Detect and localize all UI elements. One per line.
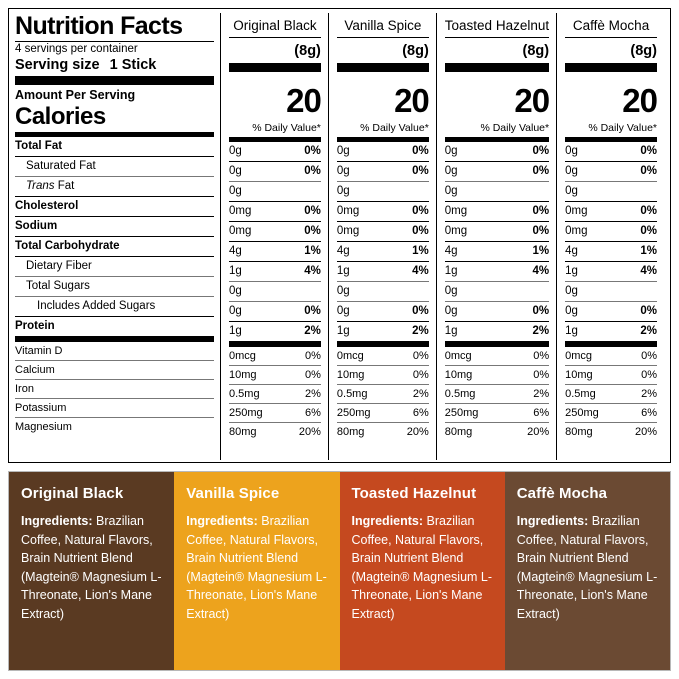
value-total-fat: 0g 0%: [445, 142, 549, 162]
value-trans-fat: 0g: [565, 182, 657, 202]
row-label-cholesterol: Cholesterol: [15, 200, 79, 212]
value-magnesium: 80mg 20%: [336, 426, 429, 438]
ingredients-label: Ingredients:: [516, 514, 589, 528]
value-total-fat: 0g 0%: [337, 142, 429, 162]
row-label-calcium: Calcium: [15, 364, 55, 376]
column-daily-value-header: % Daily Value*: [480, 122, 550, 134]
value-total-fat: 0g 0%: [229, 142, 321, 162]
nutrition-column-original-black: [220, 13, 328, 460]
row-label-total-sugars: Total Sugars: [26, 280, 90, 292]
nutrition-column-caffe-mocha: [556, 13, 664, 460]
value-total-carbohydrate: 4g 1%: [229, 242, 321, 262]
value-potassium: 250mg 6%: [229, 404, 321, 423]
value-total-carbohydrate: 4g 1%: [565, 242, 657, 262]
row-label-saturated-fat: Saturated Fat: [26, 160, 96, 172]
ingredients-card-original-black: [9, 472, 174, 670]
row-saturated-fat: [15, 157, 214, 177]
value-calcium: 10mg 0%: [445, 366, 549, 385]
value-total-sugars: 0g: [445, 282, 549, 302]
column-calories-value: 20: [286, 82, 321, 119]
row-vitamin-d: [15, 342, 214, 361]
row-trans-fat: [15, 177, 214, 197]
value-potassium: 250mg 6%: [337, 404, 429, 423]
row-label-trans-fat-suffix: Fat: [54, 180, 75, 192]
ingredients-card-title: Toasted Hazelnut: [351, 485, 477, 502]
value-trans-fat: 0g: [445, 182, 549, 202]
row-added-sugars: [15, 297, 214, 317]
row-label-protein: Protein: [15, 320, 55, 332]
row-label-total-fat: Total Fat: [15, 140, 63, 152]
ingredients-card-body: [21, 512, 162, 623]
column-daily-value-header: % Daily Value*: [252, 122, 321, 134]
ingredients-card-title: Original Black: [21, 485, 124, 502]
value-dietary-fiber: 1g 4%: [337, 262, 429, 282]
value-added-sugars: 0g 0%: [565, 302, 657, 322]
row-potassium: [15, 399, 214, 418]
ingredients-card-body: [352, 512, 493, 623]
column-net-weight: (8g): [630, 43, 657, 59]
nutrition-column-vanilla-spice: [328, 13, 436, 460]
column-header-flavor: Toasted Hazelnut: [445, 13, 549, 38]
column-calories-value: 20: [514, 82, 550, 119]
value-magnesium: 80mg 20%: [229, 426, 321, 438]
row-label-added-sugars: Includes Added Sugars: [37, 300, 156, 312]
row-sodium: [15, 217, 214, 237]
value-sodium: 0mg 0%: [229, 222, 321, 242]
value-vitamin-d: 0mcg 0%: [229, 347, 321, 366]
amount-per-serving-label: Amount Per Serving: [15, 88, 136, 102]
value-total-sugars: 0g: [337, 282, 429, 302]
column-calories-value: 20: [394, 82, 429, 119]
nutrition-labels-column: [15, 13, 220, 460]
ingredients-card-body: [517, 512, 658, 623]
calories-label: Calories: [15, 103, 106, 130]
serving-size-label: Serving size: [15, 57, 100, 73]
value-cholesterol: 0mg 0%: [565, 202, 657, 222]
value-iron: 0.5mg 2%: [565, 385, 657, 404]
value-sodium: 0mg 0%: [445, 222, 549, 242]
value-dietary-fiber: 1g 4%: [565, 262, 657, 282]
ingredients-text: Brazilian Coffee, Natural Flavors, Brain Nutrient Blend (Magtein® Magnesium L-Threonate, Lion's Mane Extract): [351, 514, 493, 621]
value-vitamin-d: 0mcg 0%: [337, 347, 429, 366]
value-cholesterol: 0mg 0%: [337, 202, 429, 222]
value-total-fat: 0g 0%: [565, 142, 657, 162]
row-calcium: [15, 361, 214, 380]
value-dietary-fiber: 1g 4%: [445, 262, 549, 282]
value-magnesium: 80mg 20%: [444, 426, 550, 438]
row-total-fat: [15, 137, 214, 157]
ingredients-card-title: Caffè Mocha: [516, 485, 608, 502]
value-potassium: 250mg 6%: [565, 404, 657, 423]
value-trans-fat: 0g: [229, 182, 321, 202]
column-calories-value: 20: [622, 82, 657, 119]
column-net-weight: (8g): [522, 43, 550, 59]
value-cholesterol: 0mg 0%: [445, 202, 549, 222]
row-label-magnesium: Magnesium: [15, 421, 72, 433]
ingredients-card-title: Vanilla Spice: [186, 485, 280, 502]
ingredients-card-toasted-hazelnut: [340, 472, 505, 670]
value-calcium: 10mg 0%: [565, 366, 657, 385]
row-cholesterol: [15, 197, 214, 217]
value-iron: 0.5mg 2%: [229, 385, 321, 404]
value-protein: 1g 2%: [445, 322, 549, 342]
value-dietary-fiber: 1g 4%: [229, 262, 321, 282]
value-total-sugars: 0g: [229, 282, 321, 302]
row-label-potassium: Potassium: [15, 402, 67, 414]
value-saturated-fat: 0g 0%: [229, 162, 321, 182]
row-label-vitamin-d: Vitamin D: [15, 345, 63, 357]
value-iron: 0.5mg 2%: [337, 385, 429, 404]
column-net-weight: (8g): [294, 43, 321, 59]
row-label-iron: Iron: [15, 383, 34, 395]
column-daily-value-header: % Daily Value*: [588, 122, 657, 134]
value-sodium: 0mg 0%: [565, 222, 657, 242]
column-net-weight: (8g): [402, 43, 429, 59]
column-header-flavor: Caffè Mocha: [565, 13, 657, 38]
row-iron: [15, 380, 214, 399]
value-trans-fat: 0g: [337, 182, 429, 202]
value-sodium: 0mg 0%: [337, 222, 429, 242]
value-vitamin-d: 0mcg 0%: [565, 347, 657, 366]
ingredients-strip: [8, 471, 671, 671]
column-header-flavor: Original Black: [229, 13, 321, 38]
value-total-sugars: 0g: [565, 282, 657, 302]
row-magnesium: [15, 418, 214, 436]
row-dietary-fiber: [15, 257, 214, 277]
ingredients-text: Brazilian Coffee, Natural Flavors, Brain Nutrient Blend (Magtein® Magnesium L-Threonate, Lion's Mane Extract): [186, 514, 327, 621]
nutrition-column-toasted-hazelnut: [436, 13, 556, 460]
value-protein: 1g 2%: [337, 322, 429, 342]
value-total-carbohydrate: 4g 1%: [445, 242, 549, 262]
row-label-trans-fat-italic: Trans: [26, 180, 55, 192]
row-label-dietary-fiber: Dietary Fiber: [26, 260, 92, 272]
nutrition-facts-panel: [8, 8, 671, 463]
value-saturated-fat: 0g 0%: [337, 162, 429, 182]
row-protein: [15, 317, 214, 337]
row-total-sugars: [15, 277, 214, 297]
ingredients-label: Ingredients:: [351, 514, 424, 528]
ingredients-label: Ingredients:: [186, 514, 258, 528]
value-potassium: 250mg 6%: [445, 404, 549, 423]
ingredients-text: Brazilian Coffee, Natural Flavors, Brain Nutrient Blend (Magtein® Magnesium L-Threonate, Lion's Mane Extract): [516, 514, 658, 621]
row-label-sodium: Sodium: [15, 220, 58, 232]
value-added-sugars: 0g 0%: [337, 302, 429, 322]
row-label-total-carbohydrate: Total Carbohydrate: [15, 240, 120, 252]
ingredients-card-vanilla-spice: [174, 472, 339, 670]
column-daily-value-header: % Daily Value*: [360, 122, 429, 134]
column-header-flavor: Vanilla Spice: [337, 13, 429, 38]
row-total-carbohydrate: [15, 237, 214, 257]
value-magnesium: 80mg 20%: [565, 426, 657, 438]
serving-size-row: [15, 57, 214, 74]
ingredients-card-caffe-mocha: [505, 472, 670, 670]
value-vitamin-d: 0mcg 0%: [445, 347, 549, 366]
value-saturated-fat: 0g 0%: [445, 162, 549, 182]
value-added-sugars: 0g 0%: [445, 302, 549, 322]
value-cholesterol: 0mg 0%: [229, 202, 321, 222]
value-protein: 1g 2%: [229, 322, 321, 342]
value-calcium: 10mg 0%: [229, 366, 321, 385]
servings-per-container: 4 servings per container: [15, 43, 138, 55]
ingredients-label: Ingredients:: [21, 514, 93, 528]
value-protein: 1g 2%: [565, 322, 657, 342]
value-saturated-fat: 0g 0%: [565, 162, 657, 182]
ingredients-text: Brazilian Coffee, Natural Flavors, Brain Nutrient Blend (Magtein® Magnesium L-Threonate, Lion's Mane Extract): [21, 514, 162, 621]
page-title: Nutrition Facts: [15, 12, 183, 40]
ingredients-card-body: [186, 512, 327, 623]
value-added-sugars: 0g 0%: [229, 302, 321, 322]
serving-size-value: 1 Stick: [109, 57, 157, 73]
value-iron: 0.5mg 2%: [445, 385, 549, 404]
value-total-carbohydrate: 4g 1%: [337, 242, 429, 262]
value-calcium: 10mg 0%: [337, 366, 429, 385]
